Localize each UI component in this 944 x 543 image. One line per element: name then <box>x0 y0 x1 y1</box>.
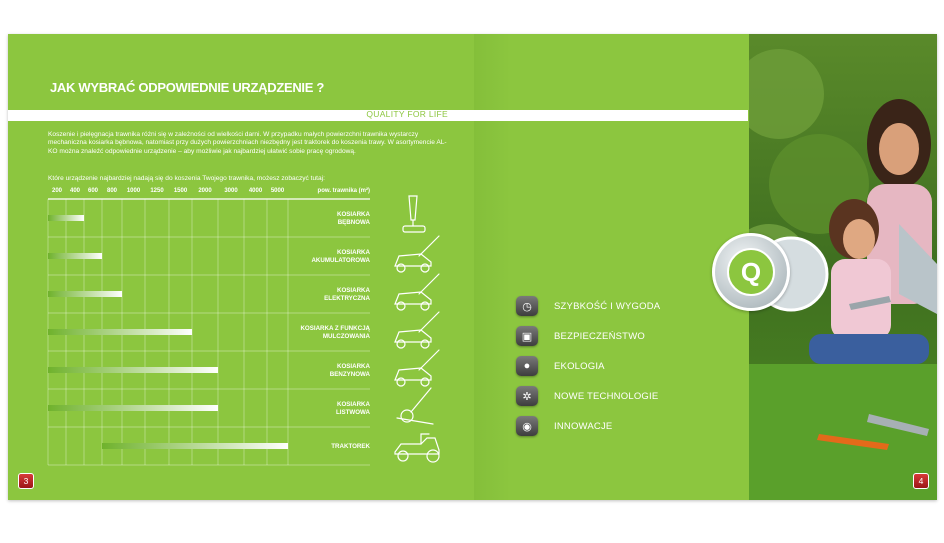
feature-label: BEZPIECZEŃSTWO <box>554 330 645 342</box>
lightbulb-icon: ◉ <box>516 416 538 436</box>
page-number-left: 3 <box>18 473 34 489</box>
row-label: MULCZOWANIA <box>322 333 370 340</box>
row-label: BENZYNOWA <box>329 371 370 378</box>
petrol-mower-icon <box>395 350 439 386</box>
row-label: LISTWOWA <box>335 409 370 416</box>
feature-label: NOWE TECHNOLOGIE <box>554 390 659 402</box>
lock-icon: ▣ <box>516 326 538 346</box>
intro-text: Koszenie i pielęgnacja trawnika różni się w zależności od wielkości darni. W przypadku małych powierzchni trawnika wystarczy mechaniczna kosiarka bębnowa, natomiast przy dużych powierzchniach niezbędny jest traktorek do koszenia trawy. W asortymencie AL-KO można znaleźć odpowiednie urządzenie – aby możliwie jak najbardziej ułatwić sobie pracę ogrodową. <box>48 131 447 155</box>
row-label: BĘBNOWA <box>337 219 370 226</box>
row-label: KOSIARKA <box>336 249 370 256</box>
x-tick-label: 400 <box>69 188 81 194</box>
electric-mower-icon-part <box>397 302 405 310</box>
row-label: KOSIARKA Z FUNKCJĄ <box>300 325 370 332</box>
row-label: TRAKTOREK <box>331 443 370 450</box>
battery-mower-icon-part <box>419 236 439 256</box>
page-number-right: 4 <box>913 473 929 489</box>
chart-bar <box>48 291 122 297</box>
feature-item <box>516 291 660 321</box>
reel-mower-icon-part <box>409 196 417 220</box>
x-tick-label: 5000 <box>270 188 285 194</box>
clock-icon: ◷ <box>516 296 538 316</box>
x-tick-label: 200 <box>51 188 63 194</box>
reel-mower-icon-part <box>403 226 425 232</box>
row-label: KOSIARKA <box>336 211 370 218</box>
quality-tag: QUALITY FOR LIFE <box>366 109 448 119</box>
row-label: KOSIARKA <box>336 363 370 370</box>
feature-item <box>516 381 660 411</box>
feature-label: EKOLOGIA <box>554 360 605 372</box>
bar-mower-icon <box>397 388 433 424</box>
quality-badge-seal <box>712 233 790 311</box>
question-text: Które urządzenie najbardziej nadają się do koszenia Twojego trawnika, możesz zobaczyć tutaj: <box>48 175 325 182</box>
electric-mower-icon-part <box>421 302 429 310</box>
gear-icon: ✲ <box>516 386 538 406</box>
mulching-mower-icon-part <box>421 340 429 348</box>
mulching-mower-icon-part <box>419 312 439 332</box>
tractor-icon <box>395 434 439 462</box>
mulching-mower-icon-part <box>397 340 405 348</box>
feature-label: INNOWACJE <box>554 420 613 432</box>
bar-mower-icon-part <box>411 388 431 412</box>
feature-item <box>516 411 660 441</box>
battery-mower-icon-part <box>421 264 429 272</box>
row-label: KOSIARKA <box>336 401 370 408</box>
row-label: KOSIARKA <box>336 287 370 294</box>
battery-mower-icon-part <box>397 264 405 272</box>
x-tick-label: 1000 <box>126 188 141 194</box>
x-tick-label: 2000 <box>198 188 212 194</box>
chart-bar <box>48 253 102 259</box>
electric-mower-icon <box>395 274 439 310</box>
row-label: AKUMULATOROWA <box>311 257 370 264</box>
petrol-mower-icon-part <box>419 350 439 370</box>
petrol-mower-icon-part <box>397 378 405 386</box>
feature-item <box>516 351 660 381</box>
lawn-size-chart <box>8 34 474 500</box>
petrol-mower-icon-part <box>421 378 429 386</box>
feature-list <box>516 291 660 441</box>
chart-bar <box>48 405 218 411</box>
feature-label: SZYBKOŚĆ I WYGODA <box>554 300 661 312</box>
feature-item <box>516 321 660 351</box>
brochure-spread <box>8 34 937 500</box>
mulching-mower-icon <box>395 312 439 348</box>
page-title: JAK WYBRAĆ ODPOWIEDNIE URZĄDZENIE ? <box>50 80 325 95</box>
reel-mower-icon <box>403 196 425 232</box>
row-label: ELEKTRYCZNA <box>324 295 370 302</box>
x-unit-label: pow. trawnika (m²) <box>317 188 370 194</box>
chart-bar <box>48 329 192 335</box>
electric-mower-icon-part <box>419 274 439 294</box>
x-tick-label: 4000 <box>248 188 263 194</box>
tractor-icon-part <box>398 451 408 461</box>
chart-bar <box>48 367 218 373</box>
chart-bar <box>102 443 288 449</box>
x-tick-label: 600 <box>87 188 99 194</box>
chart-bar <box>48 215 84 221</box>
bar-mower-icon-part <box>397 418 433 424</box>
x-tick-label: 3000 <box>224 188 238 194</box>
x-tick-label: 800 <box>106 188 118 194</box>
tractor-icon-part <box>427 450 439 462</box>
drop-icon: ● <box>516 356 538 376</box>
quality-q-letter: Q <box>727 248 775 296</box>
x-tick-label: 1250 <box>150 188 164 194</box>
x-tick-label: 1500 <box>173 188 188 194</box>
battery-mower-icon <box>395 236 439 272</box>
